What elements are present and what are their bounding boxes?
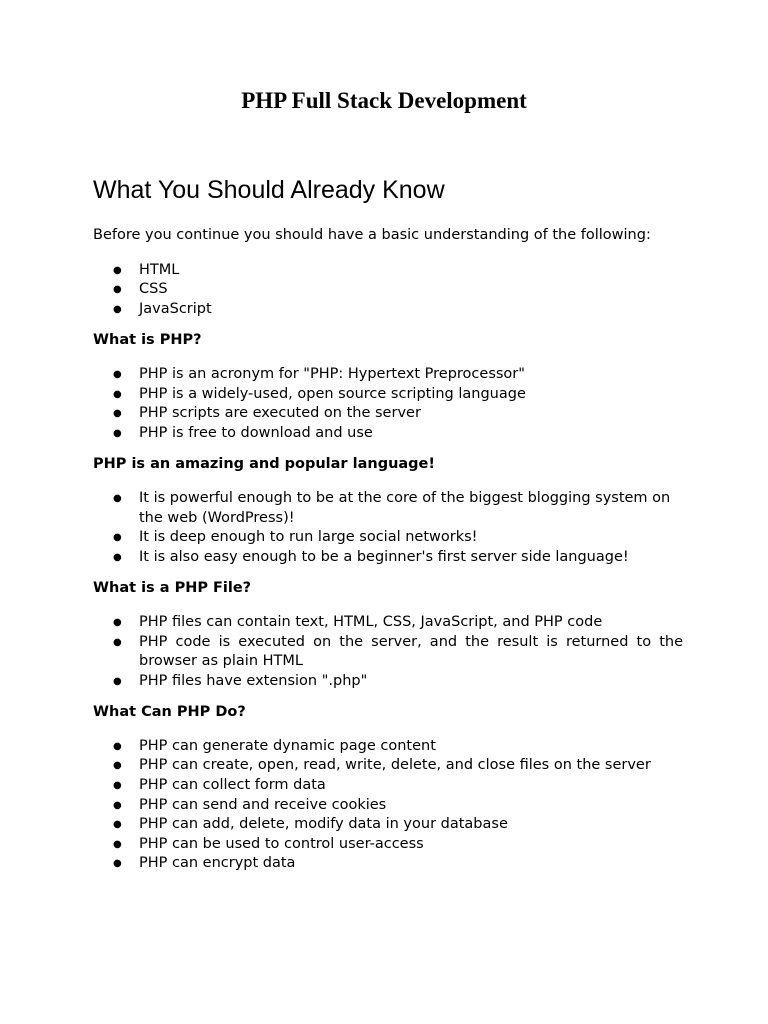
list-item: ● PHP can add, delete, modify data in your database (93, 815, 683, 835)
section-heading-what-is-php: What is PHP? (93, 332, 202, 349)
section-list-amazing-language (93, 489, 683, 567)
list-item: ● PHP files can contain text, HTML, CSS, JavaScript, and PHP code (93, 613, 683, 633)
list-item: ● PHP files have extension ".php" (93, 672, 683, 692)
list-item: ● JavaScript (93, 300, 683, 320)
prerequisites-list (93, 261, 683, 320)
list-item: ● PHP scripts are executed on the server (93, 404, 683, 424)
list-item: ● CSS (93, 280, 683, 300)
list-item: ● It is also easy enough to be a beginner's first server side language! (93, 548, 683, 568)
list-item: ● HTML (93, 261, 683, 281)
list-item: ● It is deep enough to run large social networks! (93, 528, 683, 548)
section-heading-what-can-php-do: What Can PHP Do? (93, 704, 246, 721)
list-item: ● PHP is free to download and use (93, 424, 683, 444)
document-body (93, 172, 683, 874)
section-heading-amazing-language: PHP is an amazing and popular language! (93, 456, 436, 473)
list-item: ● PHP can collect form data (93, 776, 683, 796)
list-item: ● PHP can create, open, read, write, delete, and close files on the server (93, 756, 683, 776)
main-heading: What You Should Already Know (93, 176, 445, 204)
list-item: ● PHP can generate dynamic page content (93, 737, 683, 757)
section-list-php-file (93, 613, 683, 691)
section-list-what-is-php (93, 365, 683, 443)
section-list-what-can-php-do (93, 737, 683, 874)
list-item: ● PHP can be used to control user-access (93, 835, 683, 855)
list-item: ● PHP code is executed on the server, and the result is returned to the browser as plain HTML (93, 633, 683, 672)
list-item: ● PHP can encrypt data (93, 854, 683, 874)
list-item: ● It is powerful enough to be at the core of the biggest blogging system on the web (WordPress)! (93, 489, 683, 528)
list-item: ● PHP is a widely-used, open source scripting language (93, 385, 683, 405)
document-title: PHP Full Stack Development (241, 88, 527, 113)
list-item: ● PHP can send and receive cookies (93, 796, 683, 816)
list-item: ● PHP is an acronym for "PHP: Hypertext Preprocessor" (93, 365, 683, 385)
intro-paragraph: Before you continue you should have a basic understanding of the following: (93, 227, 651, 243)
section-heading-php-file: What is a PHP File? (93, 580, 252, 597)
